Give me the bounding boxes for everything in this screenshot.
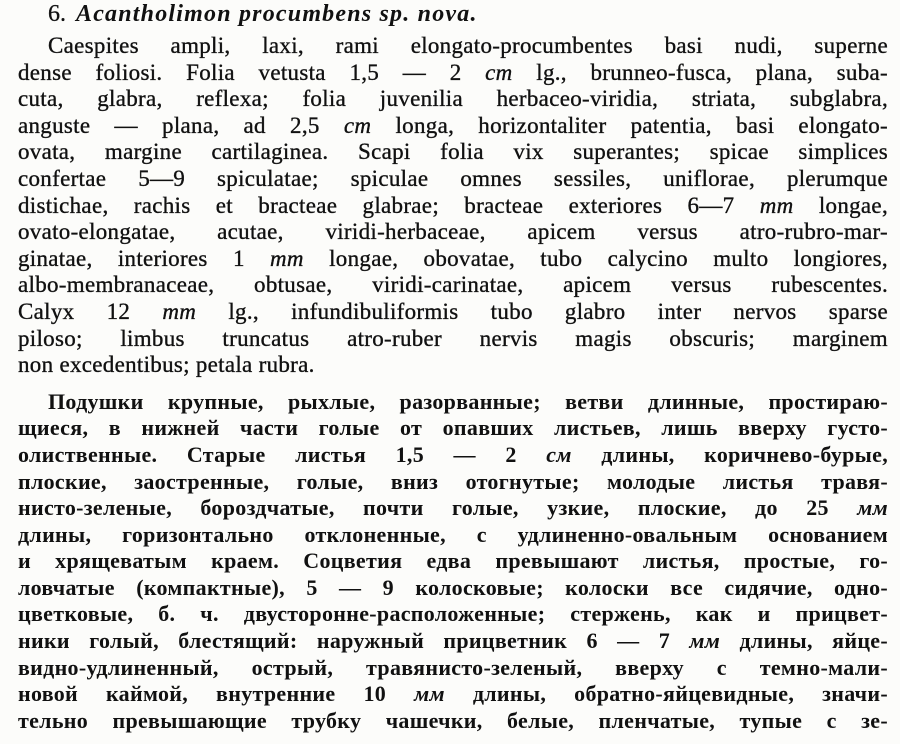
text-line — [18, 60, 888, 87]
unit-text: cm — [485, 59, 513, 85]
unit-text: mm — [162, 298, 197, 324]
text-line — [18, 655, 888, 682]
text-segment: олиственные. Старые листья 1,5 — 2 — [18, 441, 547, 467]
text-line — [18, 708, 888, 735]
text-line — [18, 166, 888, 193]
text-segment: ловчатые (компактные), 5 — 9 колосковые; колоски все сидячие, одно- — [18, 574, 888, 600]
text-line — [18, 681, 888, 708]
text-line — [18, 442, 888, 469]
species-name: Acantholimon procumbens sp. nova. — [76, 1, 478, 27]
text-line — [18, 299, 888, 326]
text-segment: новой каймой, внутренние 10 — [18, 681, 415, 707]
text-segment: видно-удлиненный, острый, травянисто-зеленый, вверху с темно-мали- — [18, 654, 888, 680]
text-line — [18, 469, 888, 496]
text-line — [18, 193, 888, 220]
russian-description — [18, 389, 888, 735]
text-segment: длины, горизонтально отклоненные, с удлиненно-овальным основанием — [18, 521, 888, 547]
text-segment: длины, обратно-яйцевидные, значи- — [444, 681, 888, 707]
text-segment: длины, коричнево-бурые, — [571, 441, 888, 467]
text-segment: longae, — [793, 192, 888, 218]
text-segment: non excedentibus; petala rubra. — [18, 352, 315, 378]
text-segment: ovata, margine cartilaginea. Scapi folia vix superantes; spicae simplices — [18, 139, 888, 165]
unit-text: мм — [857, 495, 888, 521]
unit-text: mm — [270, 245, 304, 271]
latin-description — [18, 33, 888, 379]
text-line — [18, 246, 888, 273]
text-segment: confertae 5—9 spiculatae; spiculae omnes sessiles, uniflorae, plerumque — [18, 165, 888, 191]
text-line — [18, 326, 888, 353]
text-block — [18, 1, 888, 734]
text-segment: ники голый, блестящий: наружный прицветник 6 — 7 — [18, 628, 690, 654]
text-segment: lg., infundibuliformis tubo glabro inter nervos sparse — [196, 298, 888, 324]
text-segment: цветковые, б. ч. двусторонне-расположенные; стержень, как и прицвет- — [18, 601, 888, 627]
text-segment: lg., brunneo-fusca, plana, suba- — [512, 59, 888, 85]
unit-text: мм — [689, 628, 721, 654]
text-line — [18, 86, 888, 113]
unit-text: cm — [343, 112, 372, 138]
text-line — [18, 219, 888, 246]
unit-text: мм — [414, 681, 445, 707]
text-segment: anguste — plana, ad 2,5 — [18, 112, 344, 138]
text-segment: Calyx 12 — [18, 298, 163, 324]
text-line — [18, 389, 888, 416]
unit-text: mm — [759, 192, 794, 218]
text-line — [18, 33, 888, 60]
text-line — [18, 352, 888, 379]
text-segment: плоские, заостренные, голые, вниз отогнутые; молодые листья травя- — [18, 468, 888, 494]
text-segment: нисто-зеленые, бороздчатые, почти голые, узкие, плоские, до 25 — [18, 495, 858, 521]
text-segment: щиеся, в нижней части голые от опавших листьев, лишь вверху густо- — [18, 415, 888, 441]
text-segment: longa, horizontaliter patentia, basi elongato- — [371, 112, 888, 138]
text-line — [18, 601, 888, 628]
text-line — [18, 548, 888, 575]
text-segment: длины, яйце- — [720, 628, 888, 654]
text-line — [18, 272, 888, 299]
text-line — [18, 113, 888, 140]
text-line — [18, 628, 888, 655]
text-segment: albo-membranaceae, obtusae, viridi-carinatae, apicem versus rubescentes. — [18, 272, 888, 298]
text-segment: dense foliosi. Folia vetusta 1,5 — 2 — [18, 59, 486, 85]
species-heading — [18, 1, 888, 27]
text-segment: Подушки крупные, рыхлые, разорванные; ветви длинные, простираю- — [48, 388, 888, 414]
text-segment: cuta, glabra, reflexa; folia juvenilia herbaceo-viridia, striata, subglabra, — [18, 86, 888, 112]
text-line — [18, 575, 888, 602]
text-line — [18, 522, 888, 549]
text-segment: piloso; limbus truncatus atro-ruber nervis magis obscuris; marginem — [18, 325, 888, 351]
text-segment: Caespites ampli, laxi, rami elongato-procumbentes basi nudi, superne — [48, 33, 888, 58]
text-line — [18, 495, 888, 522]
text-segment: и хрящеватым краем. Соцветия едва превышают листья, простые, го- — [18, 548, 888, 574]
text-line — [18, 139, 888, 166]
text-segment: ovato-elongatae, acutae, viridi-herbaceae, apicem versus atro-rubro-mar- — [18, 219, 888, 245]
text-segment: distichae, rachis et bracteae glabrae; bracteae exteriores 6—7 — [18, 192, 760, 218]
text-segment: longae, obovatae, tubo calycino multo longiores, — [303, 245, 888, 271]
text-line — [18, 415, 888, 442]
species-number: 6. — [48, 1, 66, 27]
unit-text: см — [546, 441, 572, 467]
text-segment: тельно превышающие трубку чашечки, белые, пленчатые, тупые с зе- — [18, 707, 888, 733]
text-segment: ginatae, interiores 1 — [18, 245, 271, 271]
